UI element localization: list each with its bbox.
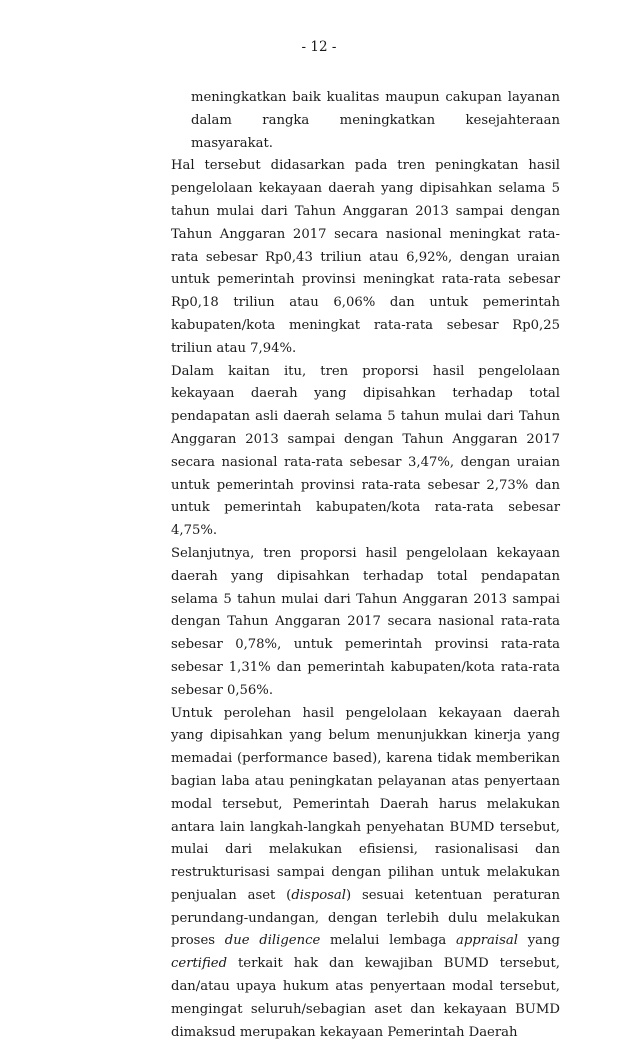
italic-term: disposal xyxy=(291,887,346,903)
paragraph xyxy=(171,87,560,155)
paragraph xyxy=(171,361,560,543)
document-body xyxy=(171,87,560,1044)
paragraph-text: Selanjutnya, tren proporsi hasil pengelolaan kekayaan daerah yang dipisahkan terhadap total pendapatan selama 5 tahun mulai dari Tahun Anggaran 2013 sampai dengan Tahun Anggaran 2017 secara nasional rata-rata sebesar 0,78%, untuk pemerintah provinsi rata-rata sebesar 1,31% dan pemerintah kabupaten/kota rata-rata sebesar 0,56%. xyxy=(171,545,560,698)
paragraph-text: Dalam kaitan itu, tren proporsi hasil pengelolaan kekayaan daerah yang dipisahkan terhadap total pendapatan asli daerah selama 5 tahun mulai dari Tahun Anggaran 2013 sampai dengan Tahun Anggaran 2017 secara nasional rata-rata sebesar 3,47%, dengan uraian untuk pemerintah provinsi rata-rata sebesar 2,73% dan untuk pemerintah kabupaten/kota rata-rata sebesar 4,75%. xyxy=(171,363,560,539)
paragraph-text: Hal tersebut didasarkan pada tren peningkatan hasil pengelolaan kekayaan daerah yang dipisahkan selama 5 tahun mulai dari Tahun Anggaran 2013 sampai dengan Tahun Anggaran 2017 secara nasional meningkat rata-rata sebesar Rp0,43 triliun atau 6,92%, dengan uraian untuk pemerintah provinsi meningkat rata-rata sebesar Rp0,18 triliun atau 6,06% dan untuk pemerintah kabupaten/kota meningkat rata-rata sebesar Rp0,25 triliun atau 7,94%. xyxy=(171,158,560,356)
italic-term: due diligence xyxy=(224,933,321,949)
paragraph-text: ) sesuai ketentuan peraturan perundang-undangan, dengan terlebih dulu melakukan proses xyxy=(171,887,560,949)
italic-term: certified xyxy=(171,956,228,972)
paragraph xyxy=(171,703,560,1044)
paragraph-text: meningkatkan baik kualitas maupun cakupan layanan dalam rangka meningkatkan kesejahteraan masyarakat. xyxy=(191,90,560,151)
italic-term: appraisal xyxy=(456,933,518,949)
paragraph xyxy=(171,155,560,360)
page-number: - 12 - xyxy=(301,39,337,55)
paragraph-text: terkait hak dan kewajiban BUMD tersebut, dan/atau upaya hukum atas penyertaan modal tersebut, mengingat seluruh/sebagian aset dan kekayaan BUMD dimaksud merupakan kekayaan Pemerintah Daerah xyxy=(171,956,560,1040)
paragraph xyxy=(171,543,560,703)
paragraph-text: Untuk perolehan hasil pengelolaan kekayaan daerah yang dipisahkan yang belum menunjukkan kinerja yang memadai (performance based), karena tidak memberikan bagian laba atau peningkatan pelayanan atas penyertaan modal tersebut, Pemerintah Daerah harus melakukan antara lain langkah-langkah penyehatan BUMD tersebut, mulai dari melakukan efisiensi, rasionalisasi dan restrukturisasi sampai dengan pilihan untuk melakukan penjualan aset ( xyxy=(171,705,560,903)
paragraph-text: melalui lembaga xyxy=(320,933,456,949)
paragraph-text: yang xyxy=(517,933,560,949)
